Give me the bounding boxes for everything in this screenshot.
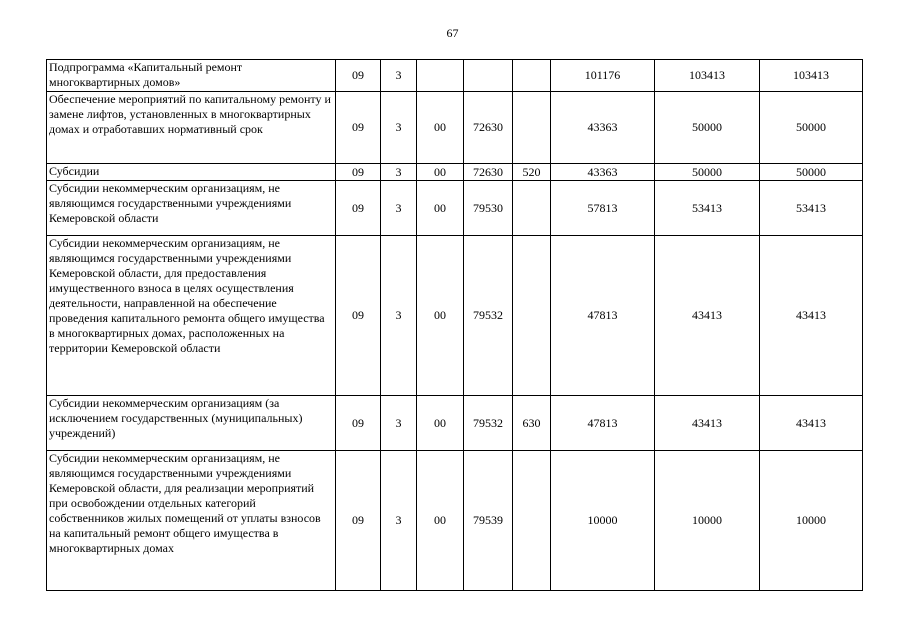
- year1-amount-cell: 57813: [551, 181, 655, 236]
- year3-amount-cell: 50000: [760, 92, 863, 164]
- expense-type-cell: [513, 60, 551, 92]
- year1-amount-cell: 43363: [551, 164, 655, 181]
- year1-amount-cell: 10000: [551, 451, 655, 591]
- year2-amount-cell: 50000: [655, 164, 760, 181]
- year3-amount-cell: 103413: [760, 60, 863, 92]
- page-number: 67: [446, 26, 459, 40]
- expense-type-cell: [513, 92, 551, 164]
- table-row: [47, 164, 863, 181]
- row-name-cell: Субсидии некоммерческим организациям, не являющимся государственными учреждениями Кемеровской области: [47, 181, 336, 236]
- year3-amount-cell: 43413: [760, 396, 863, 451]
- section-cell: 09: [336, 451, 381, 591]
- table-row: [47, 236, 863, 396]
- table-row: [47, 60, 863, 92]
- section-cell: 09: [336, 396, 381, 451]
- section-cell: 09: [336, 92, 381, 164]
- year3-amount-cell: 10000: [760, 451, 863, 591]
- subsection-cell: 3: [381, 60, 417, 92]
- expense-type-cell: 520: [513, 164, 551, 181]
- direction-cell: 79532: [464, 236, 513, 396]
- program-cell: 00: [417, 396, 464, 451]
- subsection-cell: 3: [381, 181, 417, 236]
- budget-table: [46, 59, 863, 591]
- expense-type-cell: [513, 451, 551, 591]
- year3-amount-cell: 53413: [760, 181, 863, 236]
- direction-cell: 79530: [464, 181, 513, 236]
- row-name-cell: Субсидии: [47, 164, 336, 181]
- row-name-cell: Субсидии некоммерческим организациям (за исключением государственных (муниципальных) учреждений): [47, 396, 336, 451]
- program-cell: 00: [417, 164, 464, 181]
- row-name-cell: Субсидии некоммерческим организациям, не являющимся государственными учреждениями Кемеровской области, для предоставления имущественного взноса в целях осуществления деятельности, направленной на обеспечение проведения капитального ремонта общего имущества в многоквартирных домах, расположенных на территории Кемеровской области: [47, 236, 336, 396]
- year2-amount-cell: 43413: [655, 396, 760, 451]
- subsection-cell: 3: [381, 164, 417, 181]
- year3-amount-cell: 50000: [760, 164, 863, 181]
- year1-amount-cell: 43363: [551, 92, 655, 164]
- expense-type-cell: [513, 181, 551, 236]
- direction-cell: 79539: [464, 451, 513, 591]
- subsection-cell: 3: [381, 236, 417, 396]
- direction-cell: 72630: [464, 164, 513, 181]
- expense-type-cell: [513, 236, 551, 396]
- year3-amount-cell: 43413: [760, 236, 863, 396]
- subsection-cell: 3: [381, 92, 417, 164]
- table-row: [47, 396, 863, 451]
- direction-cell: [464, 60, 513, 92]
- year2-amount-cell: 43413: [655, 236, 760, 396]
- program-cell: 00: [417, 236, 464, 396]
- year1-amount-cell: 101176: [551, 60, 655, 92]
- subsection-cell: 3: [381, 396, 417, 451]
- section-cell: 09: [336, 164, 381, 181]
- year2-amount-cell: 53413: [655, 181, 760, 236]
- program-cell: 00: [417, 92, 464, 164]
- section-cell: 09: [336, 60, 381, 92]
- year2-amount-cell: 50000: [655, 92, 760, 164]
- program-cell: 00: [417, 181, 464, 236]
- subsection-cell: 3: [381, 451, 417, 591]
- expense-type-cell: 630: [513, 396, 551, 451]
- section-cell: 09: [336, 181, 381, 236]
- year1-amount-cell: 47813: [551, 236, 655, 396]
- direction-cell: 79532: [464, 396, 513, 451]
- row-name-cell: Субсидии некоммерческим организациям, не являющимся государственными учреждениями Кемеровской области, для реализации мероприятий при освобождении отдельных категорий собственников жилых помещений от уплаты взносов на капитальный ремонт общего имущества в многоквартирных домах: [47, 451, 336, 591]
- table-row: [47, 451, 863, 591]
- table-row: [47, 92, 863, 164]
- table-row: [47, 181, 863, 236]
- year1-amount-cell: 47813: [551, 396, 655, 451]
- program-cell: 00: [417, 451, 464, 591]
- program-cell: [417, 60, 464, 92]
- direction-cell: 72630: [464, 92, 513, 164]
- row-name-cell: Подпрограмма «Капитальный ремонт многоквартирных домов»: [47, 60, 336, 92]
- year2-amount-cell: 103413: [655, 60, 760, 92]
- row-name-cell: Обеспечение мероприятий по капитальному ремонту и замене лифтов, установленных в многоквартирных домах и отработавших нормативный срок: [47, 92, 336, 164]
- year2-amount-cell: 10000: [655, 451, 760, 591]
- section-cell: 09: [336, 236, 381, 396]
